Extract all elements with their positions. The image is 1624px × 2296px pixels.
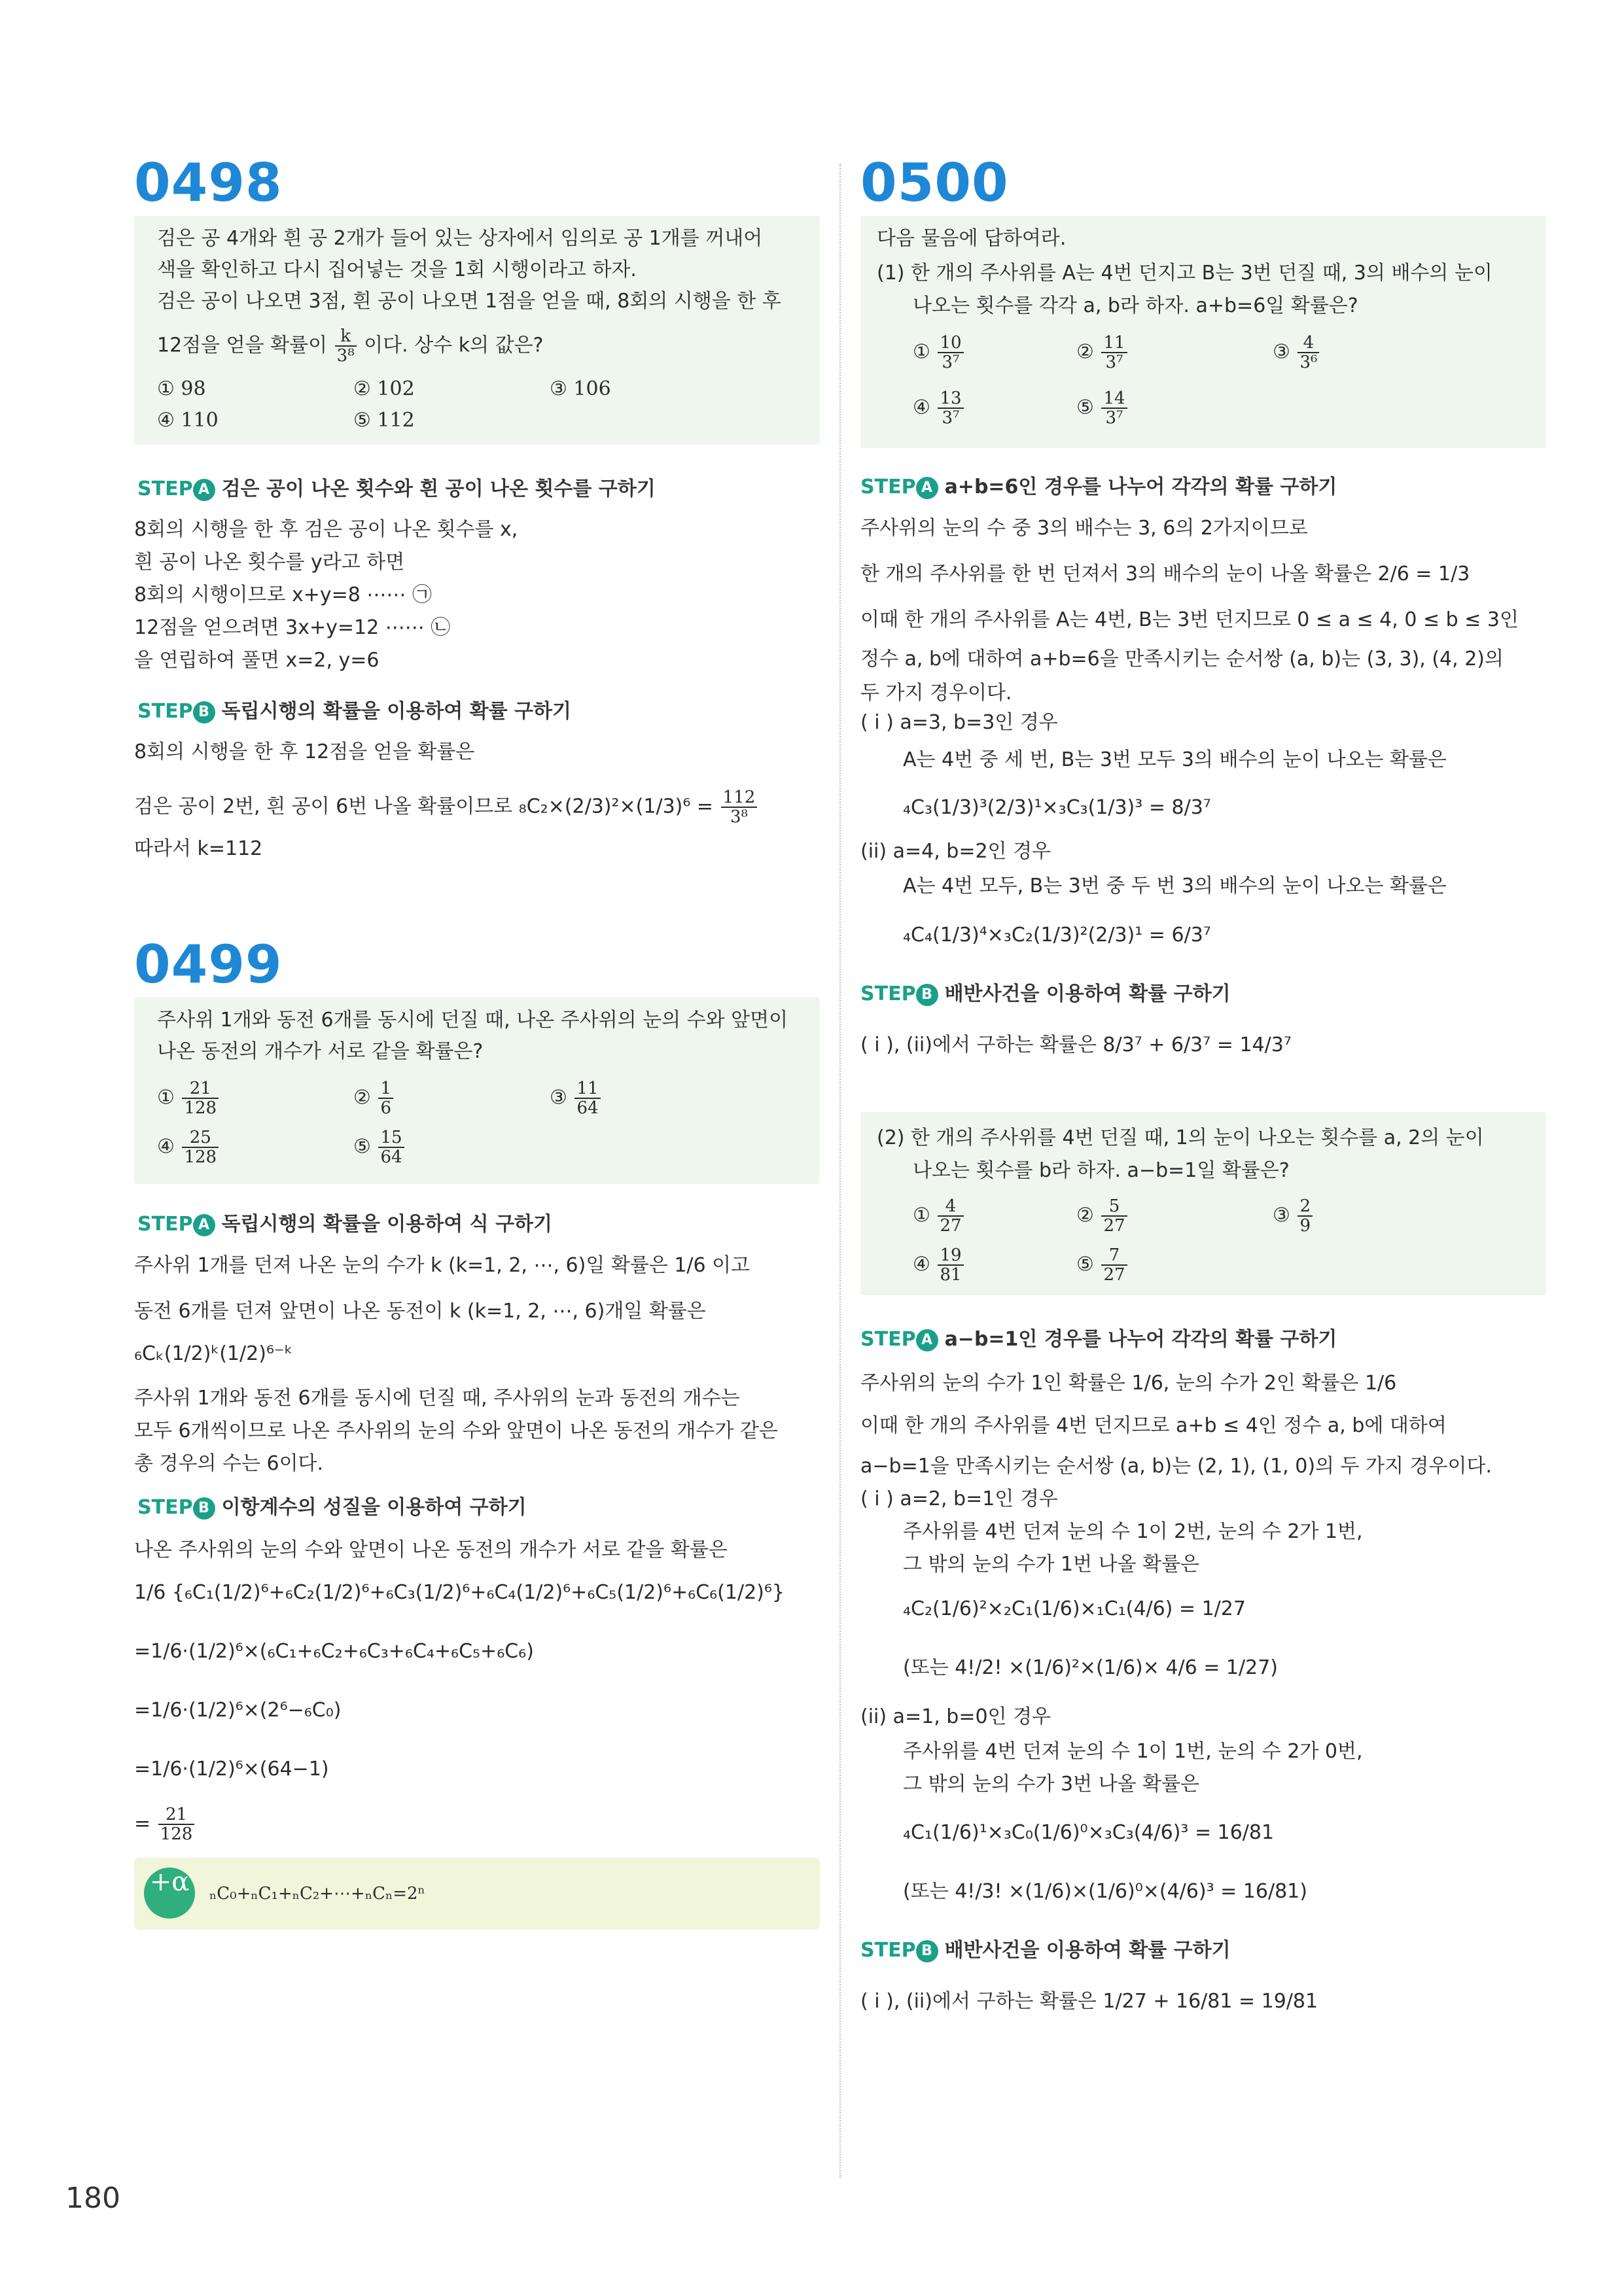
solution-line: 12점을 얻으려면 3x+y=12 ⋯⋯ ㉡ — [134, 616, 451, 639]
fraction-denominator: 3⁸ — [730, 807, 748, 827]
choice-2 — [1076, 334, 1129, 372]
choice-mark: ④ — [157, 1135, 175, 1158]
step-title: 독립시행의 확률을 이용하여 확률 구하기 — [221, 700, 571, 723]
fraction — [1101, 334, 1127, 372]
solution-line: 총 경우의 수는 6이다. — [134, 1452, 324, 1475]
fraction — [574, 1079, 600, 1117]
fraction-denominator: 6 — [380, 1098, 391, 1118]
choice-mark: ② — [1076, 1204, 1094, 1227]
solution-line: 따라서 k=112 — [134, 837, 263, 860]
fraction — [158, 1805, 195, 1843]
choice-1 — [157, 1079, 220, 1117]
fraction — [335, 327, 357, 365]
choice-2 — [353, 1079, 395, 1117]
choice-mark: ⑤ — [1076, 1253, 1094, 1276]
fraction-numerator: 10 — [938, 334, 963, 353]
solution-line: A는 4번 중 세 번, B는 3번 모두 3의 배수의 눈이 나오는 확률은 — [903, 748, 1447, 771]
choice-mark: ③ — [550, 1086, 567, 1109]
question-line: 나오는 횟수를 b라 하자. a−b=1일 확률은? — [913, 1159, 1290, 1182]
problem-number-0498: 0498 — [134, 152, 283, 213]
choice-mark: ③ — [1273, 340, 1290, 364]
question-intro: 다음 물음에 답하여라. — [877, 227, 1067, 250]
solution-line: =1/6·(1/2)⁶×(64−1) — [134, 1758, 329, 1781]
choice-4 — [157, 1128, 220, 1166]
choice-mark: ⑤ — [353, 1135, 371, 1158]
choice-3: ③ 106 — [550, 377, 611, 400]
solution-line: 그 밖의 눈의 수가 1번 나올 확률은 — [903, 1553, 1200, 1576]
choice-5: ⑤ 112 — [353, 409, 415, 432]
step-label: STEP — [137, 478, 193, 500]
step-badge: B — [916, 984, 938, 1006]
solution-line: =1/6·(1/2)⁶×(2⁶−₆C₀) — [134, 1699, 342, 1722]
plus-alpha-icon: +α — [144, 1868, 195, 1919]
solution-line: 흰 공이 나온 횟수를 y라고 하면 — [134, 551, 405, 574]
choice-2 — [1076, 1197, 1129, 1235]
choice-5 — [353, 1128, 406, 1166]
tip-box — [134, 1858, 820, 1930]
fraction-denominator: 3⁶ — [1299, 353, 1318, 372]
choice-mark: ③ — [1273, 1204, 1290, 1227]
fraction-denominator: 81 — [940, 1265, 962, 1285]
step-a-heading — [137, 476, 656, 502]
step-b-heading — [137, 699, 571, 725]
choice-mark: ① — [913, 1204, 930, 1227]
question-line: 나온 동전의 개수가 서로 같을 확률은? — [157, 1040, 484, 1063]
fraction-numerator: 14 — [1101, 389, 1127, 409]
solution-line: ₆Cₖ(1/2)ᵏ(1/2)⁶⁻ᵏ — [134, 1342, 293, 1365]
solution-line: 주사위를 4번 던져 눈의 수 1이 2번, 눈의 수 2가 1번, — [903, 1520, 1363, 1543]
fraction-numerator: 112 — [721, 788, 758, 808]
step-label: STEP — [137, 700, 193, 723]
final-answer — [134, 1805, 196, 1843]
fraction-denominator: 9 — [1299, 1216, 1311, 1236]
step-badge: A — [193, 1214, 215, 1236]
fraction — [938, 1246, 963, 1284]
fraction-denominator: 27 — [1103, 1216, 1125, 1236]
question-line: 검은 공이 나오면 3점, 흰 공이 나오면 1점을 얻을 때, 8회의 시행을 한 후 — [157, 290, 781, 313]
fraction-numerator: 19 — [938, 1246, 963, 1266]
case-heading: ( i ) a=2, b=1인 경우 — [860, 1487, 1058, 1510]
choice-4: ④ 110 — [157, 409, 219, 432]
solution-line: ( i ), (ii)에서 구하는 확률은 8/3⁷ + 6/3⁷ = 14/3⁷ — [860, 1034, 1292, 1056]
fraction-numerator: 21 — [182, 1079, 219, 1099]
fraction-denominator: 3⁷ — [1105, 353, 1123, 372]
step-label: STEP — [860, 1939, 916, 1962]
fraction — [1297, 1197, 1313, 1235]
step-badge: B — [193, 1497, 215, 1520]
solution-line: 이때 한 개의 주사위를 A는 4번, B는 3번 던지므로 0 ≤ a ≤ 4, 0 ≤ b ≤ 3인 — [860, 608, 1519, 631]
step-b-heading — [137, 1495, 527, 1521]
solution-text: 검은 공이 2번, 흰 공이 6번 나올 확률이므로 ₈C₂×(2/3)²×(1/3)⁶ = — [134, 795, 714, 818]
fraction-numerator: 21 — [158, 1805, 195, 1825]
question-line: (2) 한 개의 주사위를 4번 던질 때, 1의 눈이 나오는 횟수를 a, 2의 눈이 — [877, 1126, 1484, 1149]
solution-line: ₄C₃(1/3)³(2/3)¹×₃C₃(1/3)³ = 8/3⁷ — [903, 796, 1211, 819]
step-label: STEP — [137, 1496, 193, 1519]
question-text: 12점을 얻을 확률이 — [157, 334, 328, 357]
solution-line: 8회의 시행을 한 후 12점을 얻을 확률은 — [134, 740, 475, 763]
step-a-heading — [860, 474, 1337, 500]
fraction — [938, 1197, 963, 1235]
choice-2: ② 102 — [353, 377, 415, 400]
step-a-heading — [137, 1211, 552, 1238]
step-title: a+b=6인 경우를 나누어 각각의 확률 구하기 — [944, 476, 1337, 498]
fraction-numerator: 25 — [182, 1128, 219, 1148]
column-divider — [839, 164, 841, 2178]
fraction-numerator: 15 — [378, 1128, 404, 1148]
step-a-heading — [860, 1327, 1337, 1353]
solution-line: 주사위의 눈의 수 중 3의 배수는 3, 6의 2가지이므로 — [860, 517, 1308, 540]
equals-sign: = — [134, 1812, 151, 1835]
choice-1 — [913, 1197, 965, 1235]
step-label: STEP — [860, 476, 916, 498]
solution-line: 8회의 시행이므로 x+y=8 ⋯⋯ ㉠ — [134, 583, 432, 606]
fraction — [1101, 389, 1127, 427]
solution-line: ₄C₁(1/6)¹×₃C₀(1/6)⁰×₃C₃(4/6)³ = 16/81 — [903, 1821, 1275, 1844]
fraction-numerator: k — [335, 327, 357, 347]
fraction-denominator: 64 — [576, 1098, 599, 1118]
fraction — [721, 788, 758, 826]
solution-line: =1/6·(1/2)⁶×(₆C₁+₆C₂+₆C₃+₆C₄+₆C₅+₆C₆) — [134, 1640, 534, 1663]
step-title: 독립시행의 확률을 이용하여 식 구하기 — [221, 1213, 553, 1236]
choice-mark: ④ — [913, 396, 930, 419]
fraction-denominator: 64 — [380, 1147, 402, 1167]
solution-line: 을 연립하여 풀면 x=2, y=6 — [134, 649, 380, 672]
fraction-denominator: 27 — [940, 1216, 962, 1236]
fraction — [378, 1128, 404, 1166]
fraction-denominator: 3⁷ — [1105, 408, 1123, 428]
question-line: 검은 공 4개와 흰 공 2개가 들어 있는 상자에서 임의로 공 1개를 꺼내어 — [157, 227, 763, 250]
fraction-numerator: 4 — [938, 1197, 963, 1217]
fraction — [1297, 334, 1319, 372]
choice-5 — [1076, 389, 1129, 427]
solution-line: (또는 4!/3! ×(1/6)×(1/6)⁰×(4/6)³ = 16/81) — [903, 1880, 1307, 1903]
question-line — [157, 327, 543, 365]
step-badge: A — [916, 1329, 938, 1351]
fraction-numerator: 13 — [938, 389, 963, 409]
solution-line: ₄C₄(1/3)⁴×₃C₂(1/3)²(2/3)¹ = 6/3⁷ — [903, 924, 1211, 947]
solution-line: 나온 주사위의 눈의 수와 앞면이 나온 동전의 개수가 서로 같을 확률은 — [134, 1539, 728, 1561]
fraction-denominator: 3⁷ — [942, 408, 960, 428]
choice-1: ① 98 — [157, 377, 206, 400]
step-title: a−b=1인 경우를 나누어 각각의 확률 구하기 — [944, 1328, 1337, 1351]
fraction-numerator: 11 — [574, 1079, 600, 1099]
choice-4 — [913, 1246, 965, 1284]
fraction-numerator: 2 — [1297, 1197, 1313, 1217]
case-heading: (ii) a=1, b=0인 경우 — [860, 1705, 1051, 1728]
fraction — [938, 389, 963, 427]
solution-line: ( i ), (ii)에서 구하는 확률은 1/27 + 16/81 = 19/81 — [860, 1990, 1318, 2013]
question-line: (1) 한 개의 주사위를 A는 4번 던지고 B는 3번 던질 때, 3의 배수의 눈이 — [877, 262, 1492, 285]
solution-line: A는 4번 모두, B는 3번 중 두 번 3의 배수의 눈이 나오는 확률은 — [903, 875, 1447, 897]
fraction-denominator: 128 — [184, 1098, 217, 1118]
fraction — [378, 1079, 393, 1117]
problem-number-0500: 0500 — [860, 152, 1009, 213]
fraction-numerator: 4 — [1297, 334, 1319, 353]
question-text: 이다. 상수 k의 값은? — [364, 334, 544, 357]
solution-line: 동전 6개를 던져 앞면이 나온 동전이 k (k=1, 2, ⋯, 6)개일 확률은 — [134, 1300, 706, 1323]
problem-number-0499: 0499 — [134, 934, 283, 995]
solution-line: 그 밖의 눈의 수가 3번 나올 확률은 — [903, 1773, 1200, 1796]
solution-line: 이때 한 개의 주사위를 4번 던지므로 a+b ≤ 4인 정수 a, b에 대하여 — [860, 1414, 1447, 1437]
fraction — [182, 1079, 219, 1117]
solution-line: 1/6 {₆C₁(1/2)⁶+₆C₂(1/2)⁶+₆C₃(1/2)⁶+₆C₄(1/2)⁶+₆C₅(1/2)⁶+₆C₆(1/2)⁶} — [134, 1581, 785, 1604]
solution-line: ₄C₂(1/6)²×₂C₁(1/6)×₁C₁(4/6) = 1/27 — [903, 1597, 1246, 1620]
fraction-numerator: 11 — [1101, 334, 1127, 353]
case-heading: ( i ) a=3, b=3인 경우 — [860, 711, 1058, 734]
choice-5 — [1076, 1246, 1129, 1284]
fraction — [182, 1128, 219, 1166]
fraction-denominator: 3⁷ — [942, 353, 960, 372]
fraction-denominator: 128 — [160, 1824, 193, 1844]
choice-mark: ① — [913, 340, 930, 364]
step-badge: A — [193, 479, 215, 501]
solution-line: a−b=1을 만족시키는 순서쌍 (a, b)는 (2, 1), (1, 0)의 두 가지 경우이다. — [860, 1455, 1492, 1478]
solution-line: 주사위 1개를 던져 나온 눈의 수가 k (k=1, 2, ⋯, 6)일 확률은 1/6 이고 — [134, 1254, 750, 1277]
step-title: 배반사건을 이용하여 확률 구하기 — [944, 1939, 1231, 1962]
choice-3 — [1273, 1197, 1314, 1235]
step-title: 검은 공이 나온 횟수와 흰 공이 나온 횟수를 구하기 — [221, 478, 656, 500]
fraction-denominator: 128 — [184, 1147, 217, 1167]
choice-1 — [913, 334, 965, 372]
step-label: STEP — [860, 1328, 916, 1351]
step-badge: B — [193, 701, 215, 723]
fraction — [938, 334, 963, 372]
solution-line: 두 가지 경우이다. — [860, 682, 1012, 704]
step-b-heading — [860, 1938, 1231, 1964]
step-label: STEP — [137, 1213, 193, 1236]
fraction-numerator: 1 — [378, 1079, 393, 1099]
tip-formula: ₙC₀+ₙC₁+ₙC₂+⋯+ₙCₙ=2ⁿ — [209, 1884, 425, 1904]
choice-mark: ④ — [913, 1253, 930, 1276]
fraction-numerator: 5 — [1101, 1197, 1127, 1217]
solution-line: 주사위를 4번 던져 눈의 수 1이 1번, 눈의 수 2가 0번, — [903, 1740, 1363, 1763]
choice-mark: ② — [1076, 340, 1094, 364]
fraction-denominator: 27 — [1103, 1265, 1125, 1285]
solution-line: (또는 4!/2! ×(1/6)²×(1/6)× 4/6 = 1/27) — [903, 1656, 1278, 1679]
choice-mark: ① — [157, 1086, 175, 1109]
solution-line: 한 개의 주사위를 한 번 던져서 3의 배수의 눈이 나올 확률은 2/6 = 1/3 — [860, 563, 1470, 585]
solution-line: 주사위 1개와 동전 6개를 동시에 던질 때, 주사위의 눈과 동전의 개수는 — [134, 1387, 740, 1410]
fraction-denominator: 3⁸ — [336, 346, 355, 366]
solution-line: 8회의 시행을 한 후 검은 공이 나온 횟수를 x, — [134, 518, 518, 541]
step-badge: B — [916, 1940, 938, 1962]
solution-line: 주사위의 눈의 수가 1인 확률은 1/6, 눈의 수가 2인 확률은 1/6 — [860, 1372, 1397, 1395]
page-number: 180 — [65, 2182, 120, 2215]
case-heading: (ii) a=4, b=2인 경우 — [860, 840, 1051, 863]
fraction — [1101, 1246, 1127, 1284]
question-line: 주사위 1개와 동전 6개를 동시에 던질 때, 나온 주사위의 눈의 수와 앞면이 — [157, 1009, 788, 1032]
fraction-numerator: 7 — [1101, 1246, 1127, 1266]
solution-line — [134, 788, 758, 826]
step-title: 배반사건을 이용하여 확률 구하기 — [944, 983, 1231, 1005]
choice-mark: ② — [353, 1086, 371, 1109]
solution-line: 모두 6개씩이므로 나온 주사위의 눈의 수와 앞면이 나온 동전의 개수가 같은 — [134, 1419, 778, 1442]
step-badge: A — [916, 477, 938, 499]
choice-mark: ⑤ — [1076, 396, 1094, 419]
choice-3 — [1273, 334, 1320, 372]
fraction — [1101, 1197, 1127, 1235]
question-line: 색을 확인하고 다시 집어넣는 것을 1회 시행이라고 하자. — [157, 258, 637, 281]
solution-line: 정수 a, b에 대하여 a+b=6을 만족시키는 순서쌍 (a, b)는 (3, 3), (4, 2)의 — [860, 648, 1504, 670]
step-b-heading — [860, 981, 1231, 1007]
step-label: STEP — [860, 983, 916, 1005]
choice-4 — [913, 389, 965, 427]
choice-3 — [550, 1079, 602, 1117]
question-line: 나오는 횟수를 각각 a, b라 하자. a+b=6일 확률은? — [913, 294, 1358, 317]
step-title: 이항계수의 성질을 이용하여 구하기 — [221, 1496, 527, 1519]
